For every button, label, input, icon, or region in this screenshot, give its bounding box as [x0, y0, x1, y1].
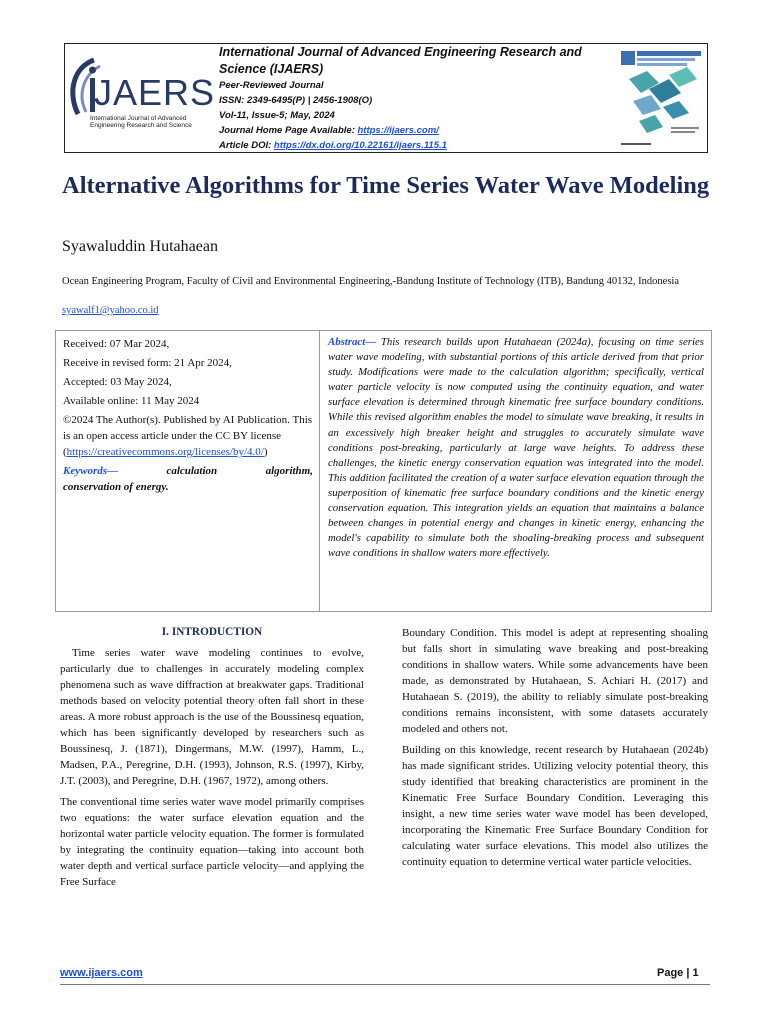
abstract-text: This research builds upon Hutahaean (2024a), focusing on time series water wave modeling, with substantial portions of this article derived from that prior study. Modifications were made to the calculation algorithm; specifically, vertical water particle velocity is now computed using the continuity equation, and water surface elevation is determined through kinematic free surface boundary conditions. While this revised algorithm enables the model to simulate wave breaking, it results in an excessively high breaker height and struggles to accurately simulate wave conditions post-breaking, particularly at large wave heights. To address these challenges, the kinetic energy conservation equation was integrated into the model. This addition facilitated the creation of a water surface elevation equation through the superposition of kinematic free surface boundary conditions and the kinetic energy conservation equation. This integration yields an equation that maintains a balance between changes in potential energy and changes in kinetic energy, enhancing the model's capability to simulate both the shoaling-breaking process and subsequent wave conditions in shallow waters more effectively. — [328, 336, 704, 560]
revised-date: Receive in revised form: 21 Apr 2024, — [63, 357, 232, 369]
article-author: Syawaluddin Hutahaean — [62, 238, 218, 255]
footer-journal-link[interactable]: www.ijaers.com — [60, 967, 143, 979]
journal-title: International Journal of Advanced Engineering Research and Science (IJAERS) — [219, 45, 582, 76]
doi-line — [219, 138, 619, 153]
received-date: Received: 07 Mar 2024, — [63, 338, 170, 350]
doi-link[interactable]: https://dx.doi.org/10.22161/ijaers.115.1 — [273, 140, 447, 151]
intro-paragraph-3: Boundary Condition. This model is adept at representing shoaling but falls short in simulating wave breaking and post-breaking conditions in shallow waters. While some advancements have been made, as demonstrated by Hutahaean, S. Achiari H. (2017) and Hutahaean S. (2019), the ability to reliably simulate post-breaking conditions remains inconsistent, with some datasets accurately modeled and others not. — [402, 627, 708, 735]
issn: ISSN: 2349-6495(P) | 2456-1908(O) — [219, 95, 373, 106]
keywords-line — [63, 463, 313, 479]
keyword-2: algorithm, — [265, 465, 313, 477]
copyright-end: ) — [263, 446, 268, 458]
logo-subtitle: International Journal of Advanced Engineering Research and Science — [90, 115, 192, 129]
abstract-box — [319, 330, 712, 612]
journal-logo — [64, 54, 214, 146]
home-page-label: Journal Home Page Available: — [219, 125, 358, 136]
intro-paragraph-4: Building on this knowledge, recent research by Hutahaean (2024b) has made significant strides. Utilizing velocity potential theory, this study identified that breaking characteristics are prominent in the Kinematic Free Surface Boundary Condition. Leveraging this insight, a new time series water wave model has been developed, incorporating the Kinematic Free Surface Boundary Condition for calculating water surface elevations. This model also utilizes the continuity equation to determine vertical water particle velocities. — [402, 744, 708, 868]
footer-divider — [60, 984, 710, 985]
author-affiliation: Ocean Engineering Program, Faculty of Civil and Environmental Engineering,-Bandung Institute of Technology (ITB), Bandung 40132, Indonesia — [62, 276, 679, 287]
keyword-1: calculation — [166, 465, 218, 477]
left-column — [60, 624, 364, 895]
volume-issue: Vol-11, Issue-5; May, 2024 — [219, 110, 335, 121]
page-number: Page | 1 — [657, 967, 699, 979]
online-date: Available online: 11 May 2024 — [63, 395, 200, 407]
section-heading-introduction: I. INTRODUCTION — [161, 626, 263, 638]
intro-paragraph-2: The conventional time series water wave model primarily comprises two equations: the water surface elevation equation and the horizontal water particle velocity equation. The former is formulated by integrating the continuity equation—taking into account both water depth and vertical surface particle velocity—and applying the Free Surface — [60, 796, 364, 888]
right-column — [402, 625, 708, 875]
home-page-line — [219, 123, 619, 138]
keywords-rest: conservation of energy. — [63, 481, 169, 493]
home-page-link[interactable]: https://ijaers.com/ — [357, 125, 439, 136]
peer-reviewed: Peer-Reviewed Journal — [219, 80, 324, 91]
article-title: Alternative Algorithms for Time Series Water Wave Modeling — [62, 172, 710, 199]
doi-label: Article DOI: — [219, 140, 274, 151]
logo-letters: JAERS — [94, 72, 216, 113]
copyright-text: ©2024 The Author(s). Published by AI Publication. This is an open access article under the CC BY license ( — [63, 414, 313, 458]
accepted-date: Accepted: 03 May 2024, — [63, 376, 172, 388]
intro-paragraph-1: Time series water wave modeling continues to evolve, particularly due to challenges in accurately modeling complex phenomena such as wave diffraction at breakwater gaps. Traditional methods based on velocity potential theory often fall short in these areas. A more robust approach is the use of the Boussinesq equation, which has been significantly developed by researchers such as Boussinesq, J. (1871), Dingermans, M.W. (1997), Hamm, L., Madsen, P.A., Peregrine, D.H. (1993), Johnson, R.S. (1997), Kirby, J.T. (2003), and Peregrine, D.H. (1967, 1972), among others. — [60, 647, 364, 787]
journal-info — [219, 44, 619, 153]
license-link[interactable]: https://creativecommons.org/licenses/by/4.0/ — [66, 446, 264, 458]
keywords-label: Keywords— — [63, 465, 118, 477]
abstract-label: Abstract— — [328, 336, 376, 348]
author-email-link[interactable]: syawalf1@yahoo.co.id — [62, 305, 159, 316]
journal-cover-image — [619, 49, 703, 149]
article-history-box — [55, 330, 319, 612]
copyright-notice — [63, 412, 313, 460]
